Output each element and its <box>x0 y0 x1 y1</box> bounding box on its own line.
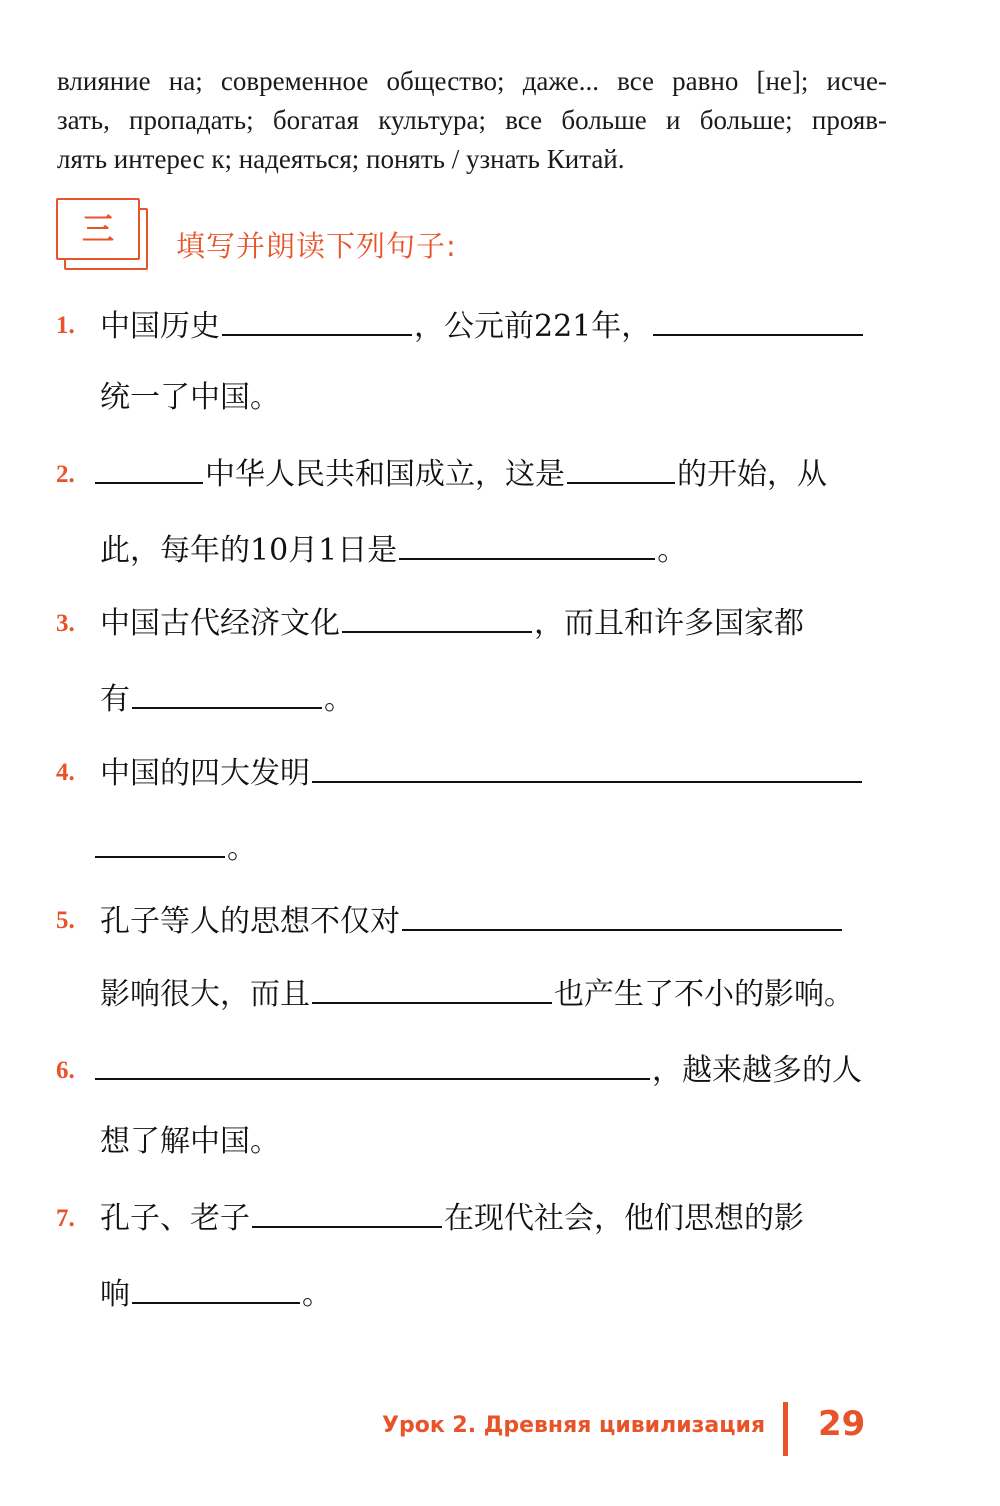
item-number: 4. <box>56 759 75 786</box>
item-text: ，越来越多的人 <box>652 1053 862 1088</box>
item-number: 2. <box>56 461 75 488</box>
item-4-line-1 <box>100 751 864 794</box>
intro-vocabulary-text <box>57 62 887 179</box>
item-6-line-1 <box>93 1048 862 1091</box>
item-5-line-2 <box>100 972 854 1015</box>
item-text: 。 <box>227 831 257 866</box>
exercise-number-badge <box>56 198 148 270</box>
intro-line: зать, пропадать; богатая культура; все больше и больше; прояв- <box>57 105 887 135</box>
fill-blank[interactable] <box>312 972 552 1004</box>
item-number: 3. <box>56 610 75 637</box>
item-number: 1. <box>56 312 75 339</box>
item-text: 的开始，从 <box>677 457 827 492</box>
item-text: 孔子、老子 <box>100 1201 250 1236</box>
item-text: 有 <box>100 682 130 717</box>
item-text: 中国的四大发明 <box>100 756 310 791</box>
item-text: 。 <box>324 682 354 717</box>
item-6-line-2 <box>100 1122 280 1162</box>
item-2-line-2 <box>100 528 687 571</box>
item-text: 中国历史 <box>100 309 220 344</box>
fill-blank[interactable] <box>653 304 863 336</box>
page-number: 29 <box>818 1404 866 1444</box>
intro-line: лять интерес к; надеяться; понять / узнать Китай. <box>57 144 625 174</box>
fill-blank[interactable] <box>402 899 842 931</box>
fill-blank[interactable] <box>567 452 675 484</box>
item-text: ，而且和许多国家都 <box>534 606 804 641</box>
item-text: 。 <box>302 1277 332 1312</box>
item-text: 也产生了不小的影响。 <box>554 977 854 1012</box>
fill-blank[interactable] <box>312 751 862 783</box>
item-7-line-1 <box>100 1196 804 1239</box>
item-text: 中华人民共和国成立，这是 <box>205 457 565 492</box>
exercise-title: 填写并朗读下列句子: <box>176 229 457 263</box>
fill-blank[interactable] <box>95 452 203 484</box>
fill-blank[interactable] <box>342 601 532 633</box>
fill-blank[interactable] <box>222 304 412 336</box>
fill-blank[interactable] <box>399 528 655 560</box>
item-text: 影响很大，而且 <box>100 977 310 1012</box>
exercise-numeral: 三 <box>81 210 114 248</box>
badge-front-card <box>56 198 140 260</box>
item-text: 。 <box>657 533 688 568</box>
item-number: 7. <box>56 1205 75 1232</box>
intro-line: влияние на; современное общество; даже... все равно [не]; исче- <box>57 66 887 96</box>
footer-divider <box>783 1402 788 1456</box>
item-text: 想了解中国。 <box>100 1124 280 1159</box>
item-text: 此，每年的10月1日是 <box>100 533 398 568</box>
item-1-line-2 <box>100 378 280 418</box>
item-3-line-2 <box>100 677 354 720</box>
item-3-line-1 <box>100 601 804 644</box>
item-7-line-2 <box>100 1272 332 1315</box>
fill-blank[interactable] <box>132 677 322 709</box>
item-text: ，公元前221年， <box>414 309 652 344</box>
item-text: 中国古代经济文化 <box>100 606 340 641</box>
item-2-line-1 <box>93 452 827 495</box>
fill-blank[interactable] <box>132 1272 300 1304</box>
item-number: 5. <box>56 907 75 934</box>
fill-blank[interactable] <box>252 1196 442 1228</box>
item-text: 响 <box>100 1277 130 1312</box>
item-number: 6. <box>56 1057 75 1084</box>
fill-blank[interactable] <box>95 1048 650 1080</box>
footer-lesson-title: Урок 2. Древняя цивилизация <box>382 1413 766 1438</box>
item-4-line-2 <box>93 826 257 869</box>
item-text: 在现代社会，他们思想的影 <box>444 1201 804 1236</box>
fill-blank[interactable] <box>95 826 225 858</box>
item-1-line-1 <box>100 304 865 347</box>
item-5-line-1 <box>100 899 844 942</box>
item-text: 孔子等人的思想不仅对 <box>100 904 400 939</box>
item-text: 统一了中国。 <box>100 380 280 415</box>
